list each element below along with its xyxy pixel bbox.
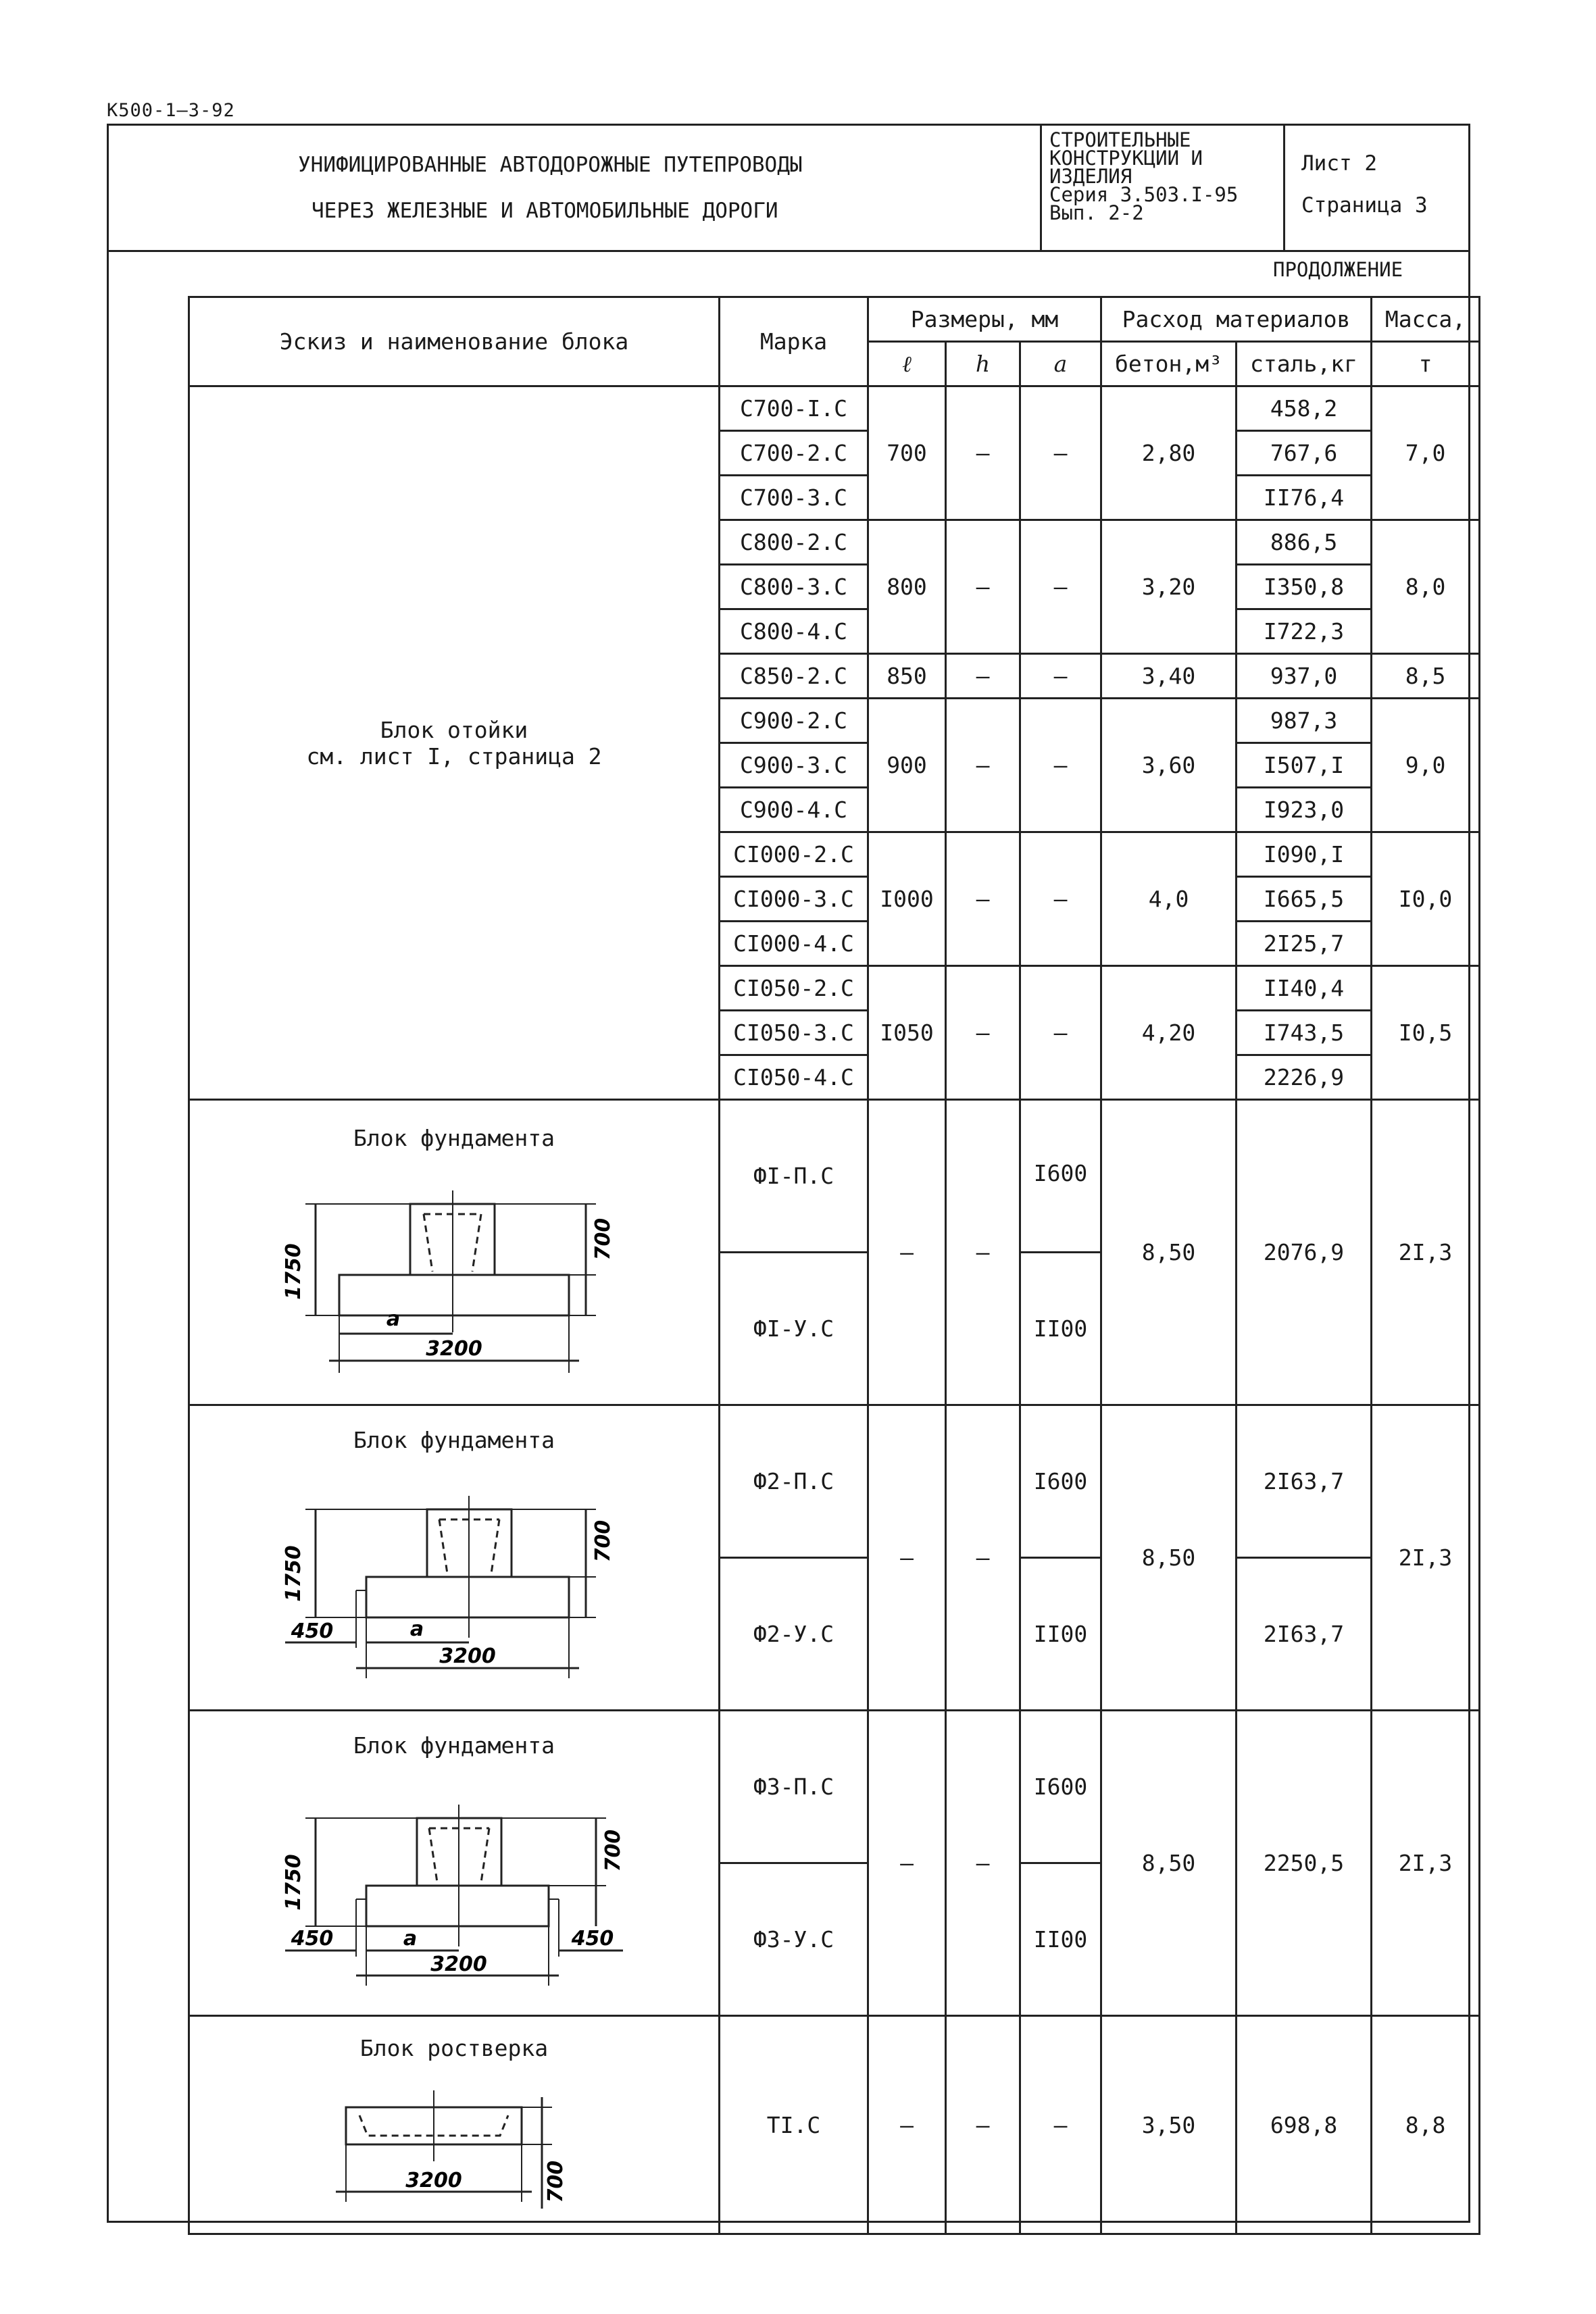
- h-cell: –: [946, 654, 1020, 699]
- l-cell: –: [868, 2016, 946, 2234]
- f3-dim-a: a: [403, 1927, 418, 1951]
- document-code: К500-1—3-92: [107, 100, 235, 121]
- mark-cell: СI000-2.С: [720, 832, 868, 877]
- title-line-2: ЧЕРЕЗ ЖЕЛЕЗНЫЕ И АВТОМОБИЛЬНЫЕ ДОРОГИ: [311, 199, 778, 223]
- concrete-cell: 4,20: [1101, 966, 1237, 1100]
- stoika-name-cell: [189, 386, 720, 1100]
- steel-cell: 2076,9: [1237, 1100, 1372, 1405]
- series-line-2: КОНСТРУКЦИИ И: [1049, 147, 1203, 170]
- a-cell: –: [1020, 832, 1101, 966]
- rostverk-dim-height: 700: [544, 2160, 568, 2203]
- mark-cell: СI050-4.С: [720, 1055, 868, 1100]
- table-row: [189, 2016, 1480, 2234]
- header-mass-unit: т: [1372, 342, 1480, 386]
- a-cell: –: [1020, 520, 1101, 654]
- a-cell: –: [1020, 2016, 1101, 2234]
- steel-cell: 2226,9: [1237, 1055, 1372, 1100]
- a-cell: –: [1020, 966, 1101, 1100]
- series-line-5: Вып. 2-2: [1049, 201, 1144, 224]
- header-mark: Марка: [720, 297, 868, 386]
- mass-cell: 9,0: [1372, 699, 1480, 832]
- title-divider: [1040, 126, 1042, 250]
- l-cell: 800: [868, 520, 946, 654]
- mass-cell: I0,0: [1372, 832, 1480, 966]
- f1-dim-top: 700: [591, 1217, 615, 1261]
- steel-cell: II76,4: [1237, 476, 1372, 520]
- f2-dim-a: a: [409, 1617, 424, 1641]
- f1-sketch: [265, 1163, 643, 1380]
- header-steel: сталь,кг: [1237, 342, 1372, 386]
- mass-cell: I0,5: [1372, 966, 1480, 1100]
- series-line-4: Серия 3.503.I-95: [1049, 183, 1239, 206]
- concrete-cell: 3,20: [1101, 520, 1237, 654]
- mark-cell: ФI-У.С: [720, 1253, 868, 1405]
- l-cell: –: [868, 1711, 946, 2016]
- steel-cell: I665,5: [1237, 877, 1372, 922]
- continuation-label: ПРОДОЛЖЕНИЕ: [1273, 258, 1403, 281]
- mark-cell: С800-2.С: [720, 520, 868, 565]
- h-cell: –: [946, 1100, 1020, 1405]
- rostverk-dim-width: 3200: [405, 2168, 462, 2192]
- a-cell: –: [1020, 386, 1101, 520]
- mark-cell: Ф2-У.С: [720, 1558, 868, 1711]
- steel-cell: I743,5: [1237, 1011, 1372, 1055]
- concrete-cell: 4,0: [1101, 832, 1237, 966]
- mark-cell: СI000-3.С: [720, 877, 868, 922]
- steel-cell: I722,3: [1237, 609, 1372, 654]
- steel-cell: I350,8: [1237, 565, 1372, 609]
- header-concrete: бетон,м³: [1101, 342, 1237, 386]
- title-line-1: УНИФИЦИРОВАННЫЕ АВТОДОРОЖНЫЕ ПУТЕПРОВОДЫ: [298, 153, 803, 177]
- f1-name: Блок фундамента: [353, 1125, 555, 1151]
- f2-name: Блок фундамента: [353, 1427, 555, 1453]
- table-row: [189, 1100, 1480, 1253]
- a-cell: I600: [1020, 1711, 1101, 1863]
- mass-cell: 2I,3: [1372, 1405, 1480, 1711]
- l-cell: –: [868, 1405, 946, 1711]
- l-cell: 700: [868, 386, 946, 520]
- f1-dim-height: 1750: [282, 1243, 305, 1300]
- mark-cell: С700-2.С: [720, 431, 868, 476]
- f3-dim-offset-left: 450: [291, 1927, 334, 1951]
- steel-cell: I507,I: [1237, 743, 1372, 788]
- concrete-cell: 2,80: [1101, 386, 1237, 520]
- h-cell: –: [946, 520, 1020, 654]
- f3-dim-offset-right: 450: [571, 1927, 614, 1951]
- mark-cell: ФI-П.С: [720, 1100, 868, 1253]
- steel-cell: 698,8: [1237, 2016, 1372, 2234]
- f3-dim-top: 700: [601, 1829, 625, 1872]
- rostverk-sketch: [292, 2073, 616, 2215]
- rostverk-name: Блок ростверка: [359, 2034, 549, 2061]
- table-row: [189, 1711, 1480, 1863]
- l-cell: 850: [868, 654, 946, 699]
- a-cell: I600: [1020, 1405, 1101, 1558]
- mark-cell: С700-I.С: [720, 386, 868, 431]
- mark-cell: С900-2.С: [720, 699, 868, 743]
- h-cell: –: [946, 966, 1020, 1100]
- h-cell: –: [946, 386, 1020, 520]
- sheet-number: Лист 2: [1301, 151, 1377, 176]
- h-cell: –: [946, 2016, 1020, 2234]
- steel-cell: 886,5: [1237, 520, 1372, 565]
- header-l: ℓ: [868, 342, 946, 386]
- f1-sketch-cell: [189, 1100, 720, 1405]
- steel-cell: I090,I: [1237, 832, 1372, 877]
- mark-cell: Ф2-П.С: [720, 1405, 868, 1558]
- l-cell: –: [868, 1100, 946, 1405]
- f3-dim-height: 1750: [282, 1854, 305, 1911]
- l-cell: I000: [868, 832, 946, 966]
- mass-cell: 8,0: [1372, 520, 1480, 654]
- mass-cell: 2I,3: [1372, 1711, 1480, 2016]
- h-cell: –: [946, 1711, 1020, 2016]
- mass-cell: 2I,3: [1372, 1100, 1480, 1405]
- a-cell: –: [1020, 699, 1101, 832]
- f2-dim-offset: 450: [291, 1619, 334, 1643]
- series-block: [1049, 128, 1239, 224]
- header-a: a: [1020, 342, 1101, 386]
- f2-dim-top: 700: [591, 1519, 615, 1563]
- concrete-cell: 8,50: [1101, 1100, 1237, 1405]
- f2-dim-height: 1750: [282, 1545, 305, 1602]
- steel-cell: 767,6: [1237, 431, 1372, 476]
- f2-sketch: [265, 1465, 643, 1688]
- concrete-cell: 3,40: [1101, 654, 1237, 699]
- h-cell: –: [946, 699, 1020, 832]
- steel-cell: 2I25,7: [1237, 922, 1372, 966]
- steel-cell: 937,0: [1237, 654, 1372, 699]
- a-cell: I600: [1020, 1100, 1101, 1253]
- sheet-divider: [1283, 126, 1285, 250]
- f2-sketch-cell: [189, 1405, 720, 1711]
- mark-cell: С800-4.С: [720, 609, 868, 654]
- f1-dim-width: 3200: [426, 1337, 482, 1361]
- steel-cell: 2I63,7: [1237, 1405, 1372, 1558]
- f3-sketch: [265, 1771, 643, 1994]
- header-mass: Масса,: [1372, 297, 1480, 342]
- a-cell: –: [1020, 654, 1101, 699]
- mark-cell: С700-3.С: [720, 476, 868, 520]
- table-row: [189, 1405, 1480, 1558]
- l-cell: 900: [868, 699, 946, 832]
- h-cell: –: [946, 1405, 1020, 1711]
- concrete-cell: 8,50: [1101, 1405, 1237, 1711]
- mark-cell: СI050-2.С: [720, 966, 868, 1011]
- mass-cell: 8,8: [1372, 2016, 1480, 2234]
- concrete-cell: 3,60: [1101, 699, 1237, 832]
- table-row: [189, 386, 1480, 431]
- a-cell: II00: [1020, 1253, 1101, 1405]
- rostverk-sketch-cell: [189, 2016, 720, 2234]
- mark-cell: Ф3-П.С: [720, 1711, 868, 1863]
- a-cell: II00: [1020, 1558, 1101, 1711]
- header-h: h: [946, 342, 1020, 386]
- page-number: Страница 3: [1301, 193, 1428, 218]
- series-line-1: СТРОИТЕЛЬНЫЕ: [1049, 128, 1191, 151]
- steel-cell: II40,4: [1237, 966, 1372, 1011]
- mark-cell: С850-2.С: [720, 654, 868, 699]
- blocks-table: [188, 296, 1480, 2235]
- f1-dim-a: a: [386, 1307, 401, 1331]
- mass-cell: 8,5: [1372, 654, 1480, 699]
- stoika-name: Блок отойки: [380, 716, 528, 743]
- series-line-3: ИЗДЕЛИЯ: [1049, 165, 1132, 188]
- mark-cell: С900-4.С: [720, 788, 868, 832]
- title-block: [107, 124, 1470, 252]
- header-sketch: Эскиз и наименование блока: [189, 297, 720, 386]
- f3-sketch-cell: [189, 1711, 720, 2016]
- concrete-cell: 3,50: [1101, 2016, 1237, 2234]
- mark-cell: С900-3.С: [720, 743, 868, 788]
- mark-cell: TI.С: [720, 2016, 868, 2234]
- a-cell: II00: [1020, 1863, 1101, 2016]
- f2-dim-width: 3200: [439, 1644, 496, 1668]
- concrete-cell: 8,50: [1101, 1711, 1237, 2016]
- steel-cell: 2250,5: [1237, 1711, 1372, 2016]
- header-materials: Расход материалов: [1101, 297, 1372, 342]
- stoika-ref: см. лист I, страница 2: [306, 743, 602, 770]
- mark-cell: СI000-4.С: [720, 922, 868, 966]
- l-cell: I050: [868, 966, 946, 1100]
- mark-cell: С800-3.С: [720, 565, 868, 609]
- steel-cell: 987,3: [1237, 699, 1372, 743]
- steel-cell: 2I63,7: [1237, 1558, 1372, 1711]
- mass-cell: 7,0: [1372, 386, 1480, 520]
- steel-cell: I923,0: [1237, 788, 1372, 832]
- f3-dim-width: 3200: [430, 1953, 487, 1976]
- f3-name: Блок фундамента: [353, 1732, 555, 1759]
- steel-cell: 458,2: [1237, 386, 1372, 431]
- mark-cell: Ф3-У.С: [720, 1863, 868, 2016]
- h-cell: –: [946, 832, 1020, 966]
- header-sizes: Размеры, мм: [868, 297, 1101, 342]
- mark-cell: СI050-3.С: [720, 1011, 868, 1055]
